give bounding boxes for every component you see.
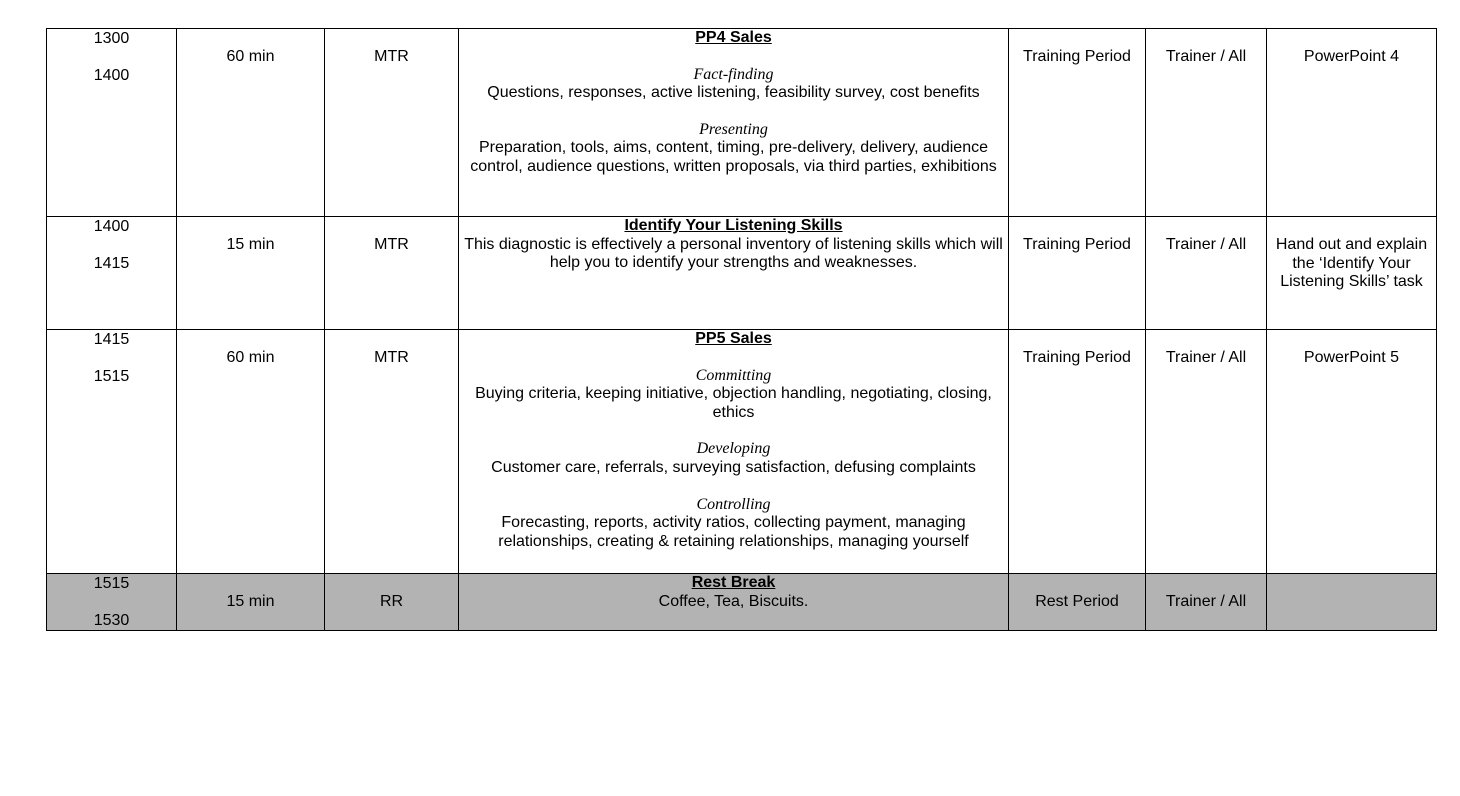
section-heading: Fact-finding [693,65,774,83]
table-row [47,217,1437,330]
period-cell: Training Period [1009,217,1146,330]
session-description: This diagnostic is effectively a personal inventory of listening skills which will help you to identify your strengths and weaknesses. [464,235,1003,272]
end-time: 1515 [93,367,130,385]
who-cell: Trainer / All [1146,330,1267,574]
period-cell: Training Period [1009,330,1146,574]
section-text: Questions, responses, active listening, feasibility survey, cost benefits [487,84,980,102]
who-cell: Trainer / All [1146,29,1267,217]
start-time: 1415 [93,331,130,348]
room-cell: MTR [325,330,459,574]
duration-cell: 60 min [177,29,325,217]
table-row [47,574,1437,631]
section-heading: Presenting [699,120,768,138]
section-text: Preparation, tools, aims, content, timing, pre-delivery, delivery, audience control, audience questions, written proposals, via third parties, exhibitions [470,139,997,175]
who-cell: Trainer / All [1146,217,1267,330]
time-cell [47,29,177,217]
start-time: 1300 [93,30,130,47]
section-text: Customer care, referrals, surveying satisfaction, defusing complaints [491,458,976,476]
table-row [47,330,1437,574]
resource-cell: PowerPoint 5 [1267,330,1437,574]
who-cell: Trainer / All [1146,574,1267,631]
section-heading: Controlling [696,495,771,513]
room-cell: RR [325,574,459,631]
session-title: PP5 Sales [695,330,772,347]
content-cell [459,29,1009,217]
duration-cell: 15 min [177,217,325,330]
session-title: PP4 Sales [695,29,772,46]
content-cell [459,574,1009,631]
end-time: 1400 [93,66,130,84]
end-time: 1415 [93,254,130,272]
section-text: Buying criteria, keeping initiative, objection handling, negotiating, closing, ethics [475,385,992,421]
session-title: Rest Break [691,574,776,591]
section-heading: Committing [695,366,772,384]
section-text: Forecasting, reports, activity ratios, collecting payment, managing relationships, creating & retaining relationships, managing yourself [498,514,969,550]
time-cell [47,330,177,574]
resource-cell: PowerPoint 4 [1267,29,1437,217]
end-time: 1530 [93,611,130,629]
duration-cell: 60 min [177,330,325,574]
resource-cell: Hand out and explain the ‘Identify Your Listening Skills’ task [1267,217,1437,330]
session-title: Identify Your Listening Skills [624,217,843,234]
section-heading: Developing [696,440,771,458]
schedule-table [46,28,1437,631]
start-time: 1515 [93,575,130,592]
room-cell: MTR [325,217,459,330]
period-cell: Rest Period [1009,574,1146,631]
session-description: Coffee, Tea, Biscuits. [658,592,809,610]
period-cell: Training Period [1009,29,1146,217]
time-cell [47,217,177,330]
duration-cell: 15 min [177,574,325,631]
start-time: 1400 [93,218,130,235]
time-cell [47,574,177,631]
content-cell [459,217,1009,330]
room-cell: MTR [325,29,459,217]
resource-cell [1267,574,1437,631]
table-row [47,29,1437,217]
content-cell [459,330,1009,574]
